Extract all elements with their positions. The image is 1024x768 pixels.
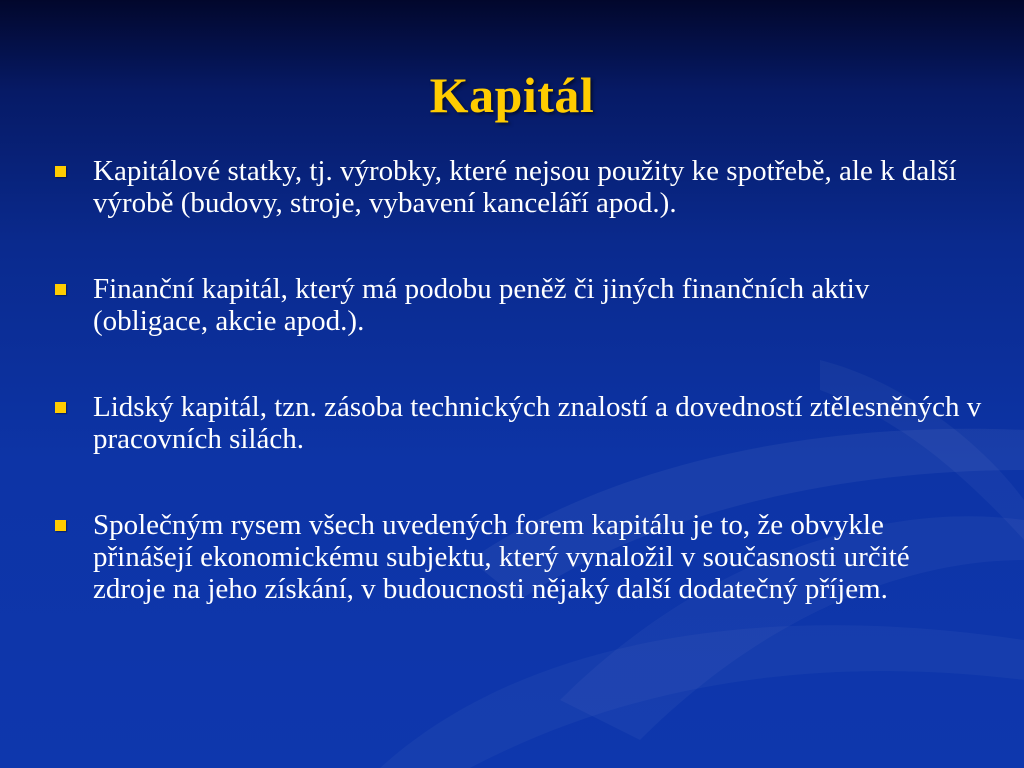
bullet-item-common-feature [55, 509, 985, 605]
square-bullet-icon [55, 402, 66, 413]
bullet-text: Finanční kapitál, který má podobu peněž či jiných finančních aktiv (obligace, akcie apod.). [93, 273, 870, 337]
bullet-item-financial-capital [55, 273, 985, 337]
square-bullet-icon [55, 520, 66, 531]
bullet-item-human-capital [55, 391, 985, 455]
slide-title: Kapitál [429, 67, 595, 123]
bullet-text: Lidský kapitál, tzn. zásoba technických znalostí a dovedností ztělesněných v pracovních silách. [93, 391, 982, 455]
bullet-text: Společným rysem všech uvedených forem kapitálu je to, že obvykle přinášejí ekonomickému subjektu, který vynaložil v současnosti určité zdroje na jeho získání, v budoucnosti nějaký další dodatečný příjem. [93, 509, 910, 605]
bullet-item-capital-goods [55, 155, 985, 219]
square-bullet-icon [55, 284, 66, 295]
bullet-list [55, 155, 985, 659]
square-bullet-icon [55, 166, 66, 177]
bullet-text: Kapitálové statky, tj. výrobky, které nejsou použity ke spotřebě, ale k další výrobě (budovy, stroje, vybavení kanceláří apod.). [93, 155, 957, 219]
